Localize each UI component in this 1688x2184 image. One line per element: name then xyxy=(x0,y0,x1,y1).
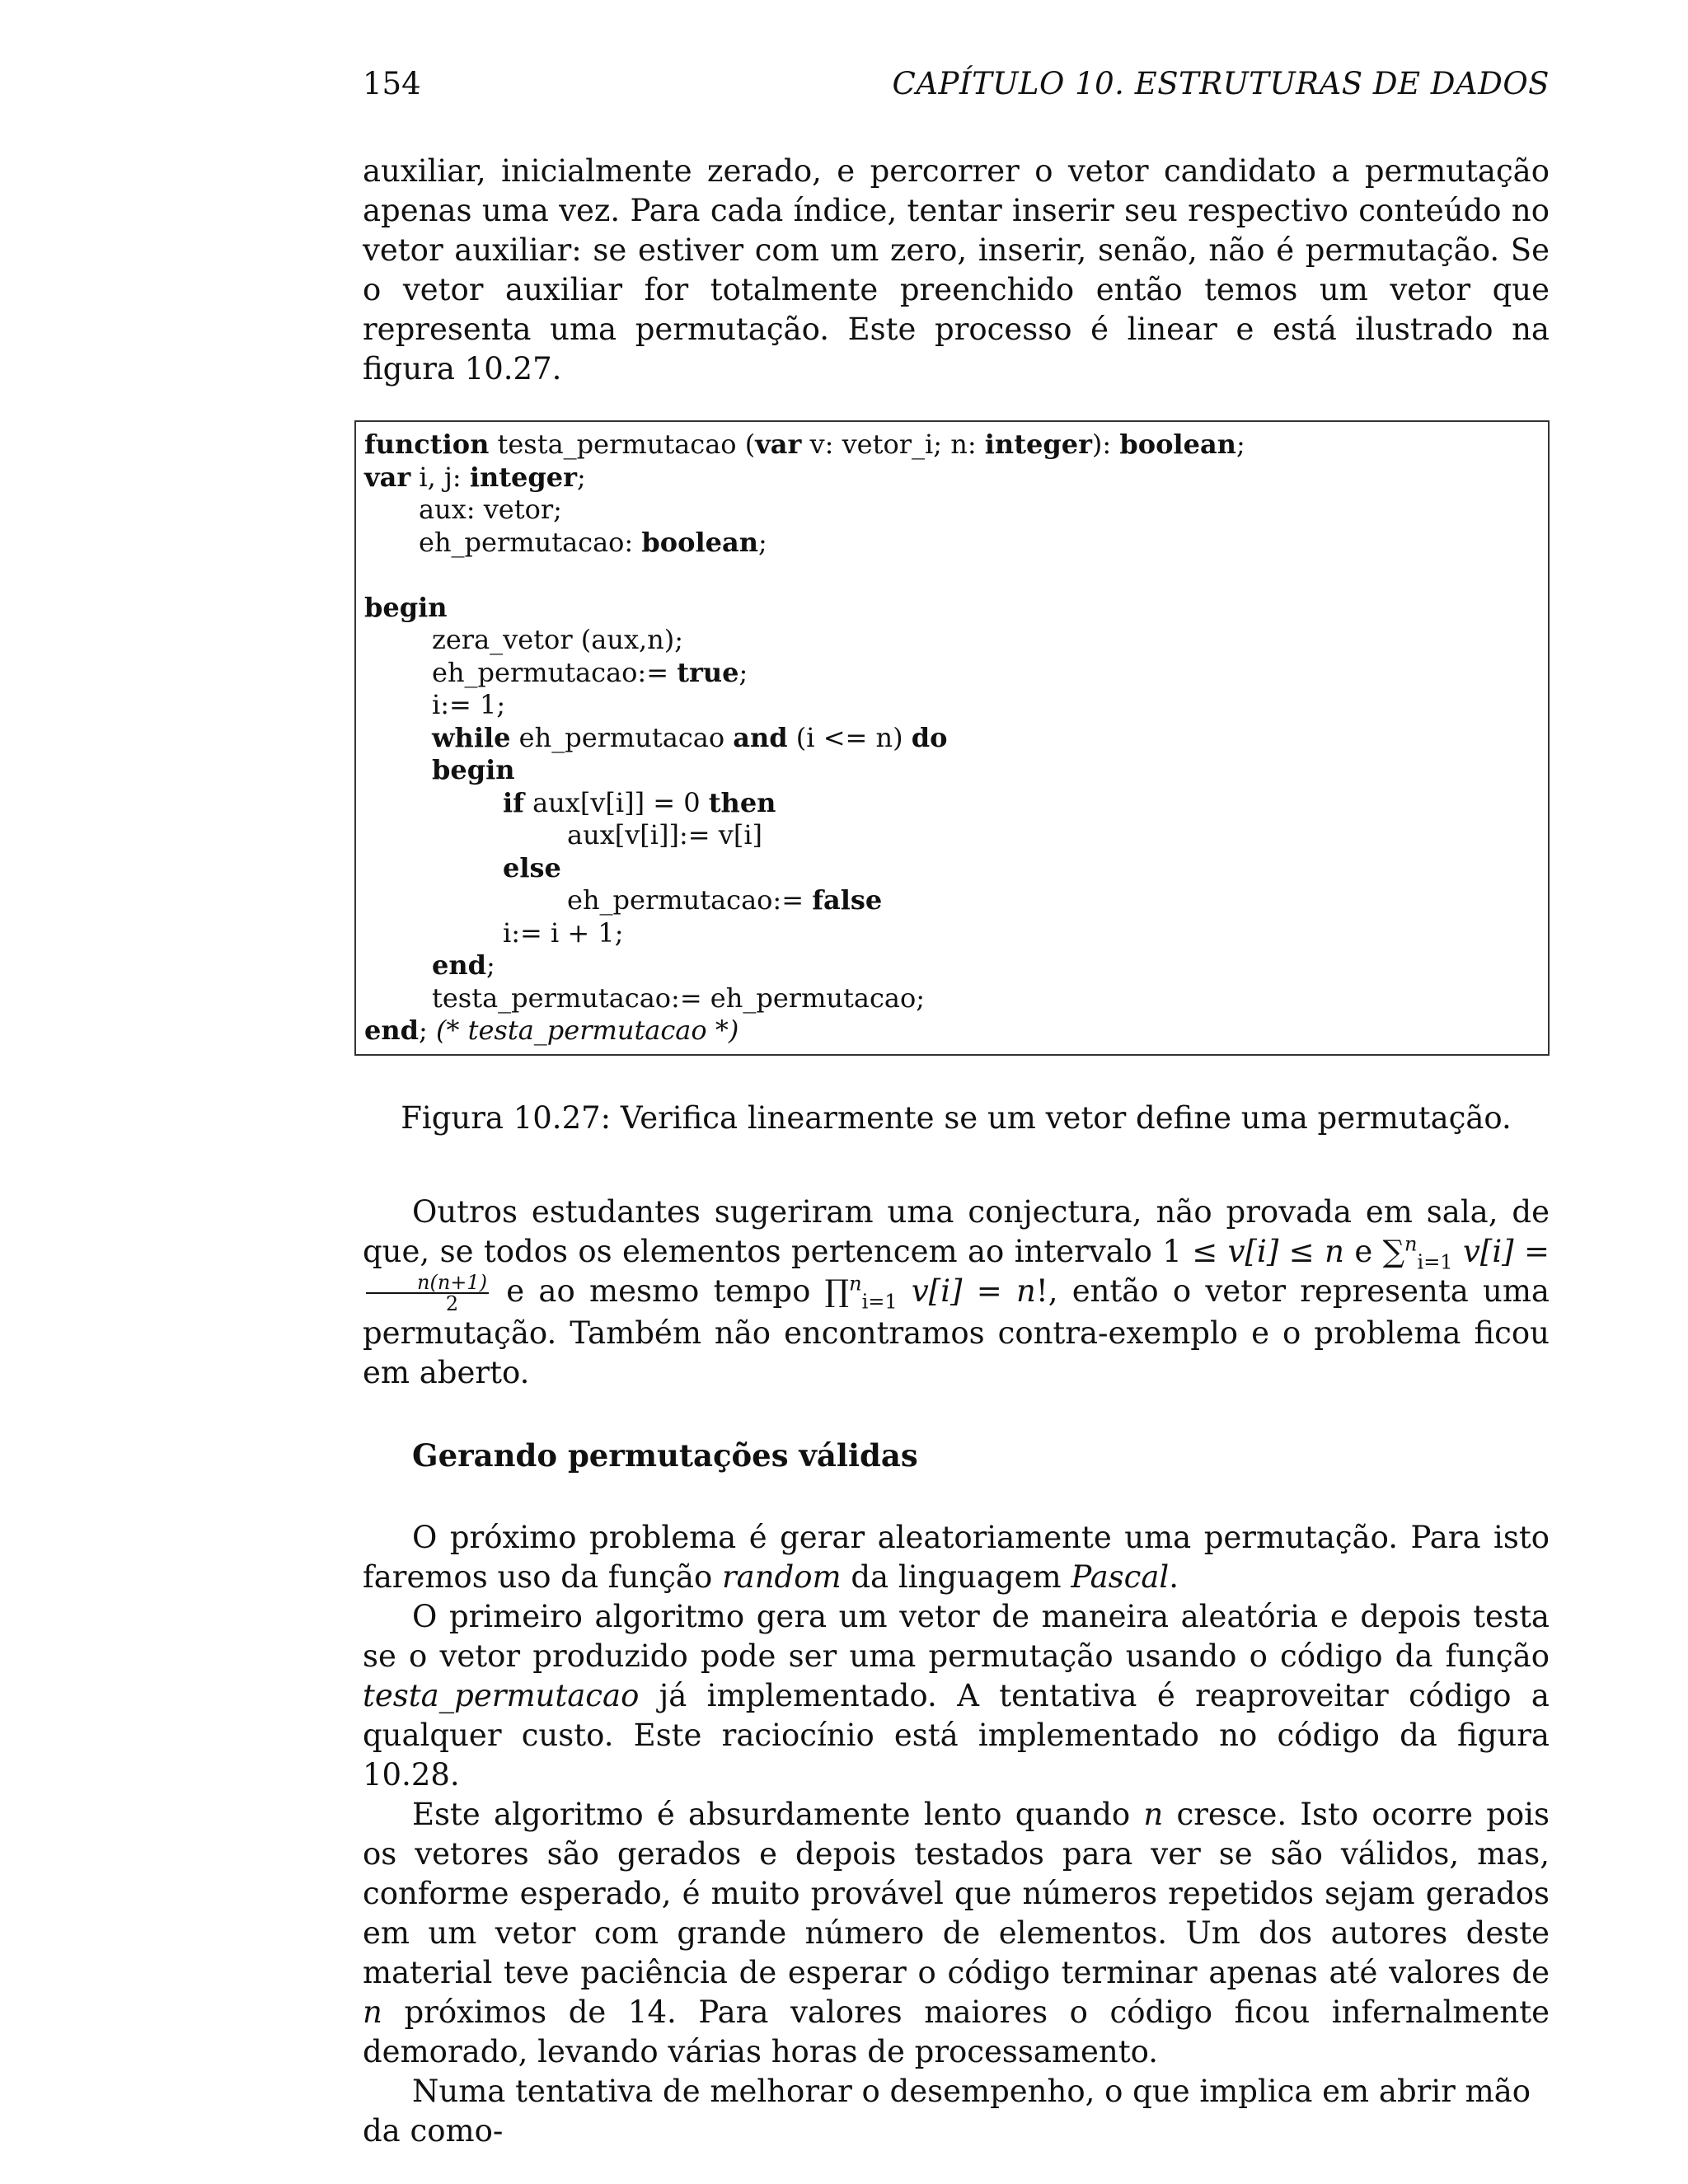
code-line-blank xyxy=(364,559,1540,592)
section-heading: Gerando permutações válidas xyxy=(412,1437,918,1474)
code-line: if aux[v[i]] = 0 then xyxy=(503,786,776,818)
conjecture-paragraph: Outros estudantes sugeriram uma conjectura, não provada em sala, de que, se todos os elementos pertencem ao intervalo 1 ≤ v[i] ≤ n e ∑$^n_{i=1}$ v[i] = $\frac{n(n+1)}{2}$ e ao mesmo tempo ∏$^n_{i=1}$ v[i] = n!, então o vetor representa uma permutação. Também não encontramos contra-exemplo e o problema ficou em aberto. xyxy=(363,1193,1550,1390)
code-line: var i, j: integer; xyxy=(364,461,586,493)
page-number: 154 xyxy=(363,66,421,101)
code-line: eh_permutacao: boolean; xyxy=(419,526,767,558)
code-line: end; (* testa_permutacao *) xyxy=(364,1015,739,1046)
code-line: begin xyxy=(432,754,515,785)
code-line: begin xyxy=(364,591,448,623)
code-line: eh_permutacao:= false xyxy=(567,884,883,916)
code-line: eh_permutacao:= true; xyxy=(432,656,748,688)
paragraph-improve: Numa tentativa de melhorar o desempenho, o que implica em abrir mão da como- xyxy=(363,2074,1531,2149)
paragraph-first-algorithm: O primeiro algoritmo gera um vetor de maneira aleatória e depois testa se o vetor produzido pode ser uma permutação usando o código da função testa_permutacao já implementado. A tentativa é reaproveitar código a qualquer custo. Este raciocínio está implementado no código da figura 10.28. xyxy=(363,1599,1550,1793)
code-line: end; xyxy=(432,949,495,981)
code-line: i:= 1; xyxy=(432,689,506,720)
code-line: aux: vetor; xyxy=(419,494,562,525)
code-line: i:= i + 1; xyxy=(503,916,624,949)
code-line: aux[v[i]]:= v[i] xyxy=(567,819,763,851)
chapter-title: CAPÍTULO 10. ESTRUTURAS DE DADOS xyxy=(892,66,1550,101)
paragraph-slow: Este algoritmo é absurdamente lento quando n cresce. Isto ocorre pois os vetores são gerados e depois testados para ver se são válidos, mas, conforme esperado, é muito provável que números repetidos sejam gerados em um vetor com grande número de elementos. Um dos autores deste material teve paciência de esperar o código terminar apenas até valores de n próximos de 14. Para valores maiores o código ficou infernalmente demorado, levando várias horas de processamento. xyxy=(363,1797,1550,2069)
code-comment: (* testa_permutacao *) xyxy=(435,1015,739,1046)
code-line: function testa_permutacao (var v: vetor_i; n: integer): boolean; xyxy=(364,429,1245,460)
figure-caption: Figura 10.27: Verifica linearmente se um vetor define uma permutação. xyxy=(401,1099,1512,1136)
code-listing xyxy=(354,420,1550,1056)
intro-paragraph: auxiliar, inicialmente zerado, e percorrer o vetor candidato a permutação apenas uma vez. Para cada índice, tentar inserir seu respectivo conteúdo no vetor auxiliar: se estiver com um zero, inserir, senão, não é permutação. Se o vetor auxiliar for totalmente preenchido então temos um vetor que representa uma permutação. Este processo é linear e está ilustrado na figura 10.27. xyxy=(363,153,1550,387)
paragraph-random: O próximo problema é gerar aleatoriamente uma permutação. Para isto faremos uso da função random da linguagem Pascal. xyxy=(363,1520,1550,1595)
code-line: while eh_permutacao and (i <= n) do xyxy=(432,721,948,753)
code-line: testa_permutacao:= eh_permutacao; xyxy=(432,982,925,1014)
running-header xyxy=(363,58,1550,115)
fraction: $\frac{n(n+1)}{2}$ xyxy=(366,1272,489,1314)
code-line: else xyxy=(503,851,561,883)
page xyxy=(363,58,1550,2151)
code-line: zera_vetor (aux,n); xyxy=(432,624,684,655)
